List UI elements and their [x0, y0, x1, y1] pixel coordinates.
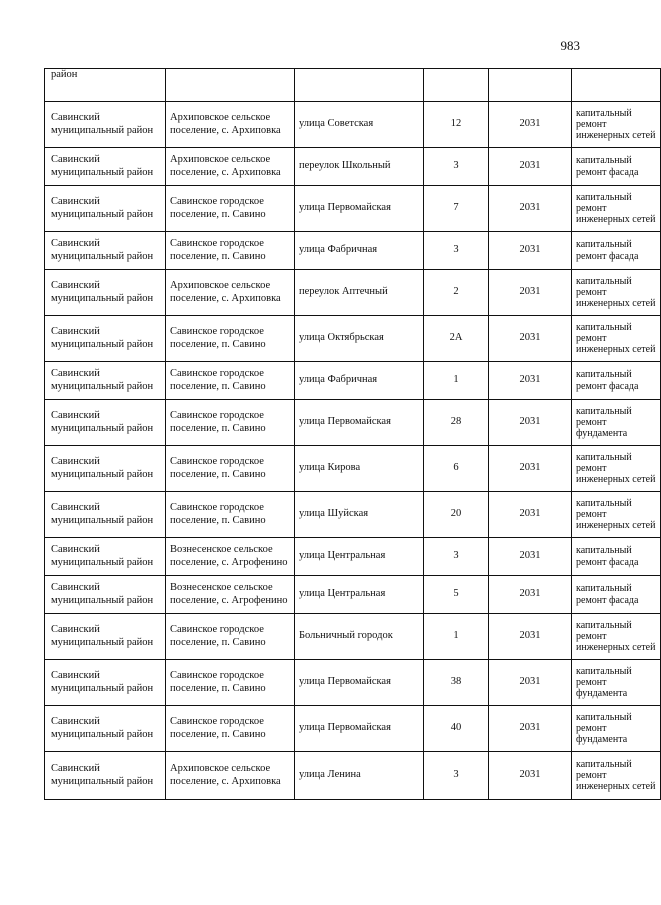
street-cell: переулок Аптечный: [295, 270, 424, 316]
year-cell: 2031: [489, 614, 572, 660]
house-number-cell: 3: [424, 752, 489, 800]
house-number-cell: 1: [424, 614, 489, 660]
street-cell: улица Первомайская: [295, 706, 424, 752]
settlement-cell: Вознесенское сельское поселение, с. Агрофенино: [166, 538, 295, 576]
table-row: [45, 102, 661, 148]
house-number-cell: 2А: [424, 316, 489, 362]
table-row: [45, 492, 661, 538]
settlement-cell: Савинское городское поселение, п. Савино: [166, 706, 295, 752]
settlement-cell: [166, 69, 295, 102]
settlement-cell: Савинское городское поселение, п. Савино: [166, 614, 295, 660]
year-cell: 2031: [489, 102, 572, 148]
district-cell: Савинский муниципальный район: [45, 232, 166, 270]
work-type-cell: капитальный ремонт фасада: [572, 362, 661, 400]
district-cell: Савинский муниципальный район: [45, 492, 166, 538]
year-cell: 2031: [489, 316, 572, 362]
year-cell: 2031: [489, 148, 572, 186]
table-row: [45, 576, 661, 614]
table-row: [45, 270, 661, 316]
year-cell: 2031: [489, 400, 572, 446]
table-row: [45, 186, 661, 232]
district-cell: Савинский муниципальный район: [45, 362, 166, 400]
settlement-cell: Савинское городское поселение, п. Савино: [166, 446, 295, 492]
district-cell: Савинский муниципальный район: [45, 186, 166, 232]
district-cell: Савинский муниципальный район: [45, 400, 166, 446]
street-cell: улица Шуйская: [295, 492, 424, 538]
year-cell: 2031: [489, 660, 572, 706]
street-cell: улица Первомайская: [295, 660, 424, 706]
work-type-cell: капитальный ремонт инженерных сетей: [572, 102, 661, 148]
house-number-cell: 3: [424, 148, 489, 186]
work-type-cell: капитальный ремонт инженерных сетей: [572, 316, 661, 362]
work-type-cell: [572, 69, 661, 102]
street-cell: улица Первомайская: [295, 186, 424, 232]
district-cell: Савинский муниципальный район: [45, 660, 166, 706]
street-cell: улица Первомайская: [295, 400, 424, 446]
settlement-cell: Архиповское сельское поселение, с. Архиповка: [166, 102, 295, 148]
repair-schedule-table: [44, 68, 661, 800]
street-cell: улица Центральная: [295, 576, 424, 614]
street-cell: улица Ленина: [295, 752, 424, 800]
house-number-cell: 6: [424, 446, 489, 492]
street-cell: улица Фабричная: [295, 232, 424, 270]
page-number: 983: [560, 38, 580, 53]
work-type-cell: капитальный ремонт инженерных сетей: [572, 186, 661, 232]
table-row: [45, 362, 661, 400]
work-type-cell: капитальный ремонт инженерных сетей: [572, 614, 661, 660]
street-cell: улица Кирова: [295, 446, 424, 492]
table-row: [45, 400, 661, 446]
table-body: [45, 69, 661, 800]
table-row: [45, 752, 661, 800]
year-cell: 2031: [489, 446, 572, 492]
house-number-cell: 3: [424, 232, 489, 270]
year-cell: 2031: [489, 752, 572, 800]
work-type-cell: капитальный ремонт инженерных сетей: [572, 752, 661, 800]
settlement-cell: Вознесенское сельское поселение, с. Агрофенино: [166, 576, 295, 614]
work-type-cell: капитальный ремонт фасада: [572, 576, 661, 614]
street-cell: улица Советская: [295, 102, 424, 148]
work-type-cell: капитальный ремонт фасада: [572, 538, 661, 576]
settlement-cell: Савинское городское поселение, п. Савино: [166, 316, 295, 362]
settlement-cell: Савинское городское поселение, п. Савино: [166, 400, 295, 446]
settlement-cell: Архиповское сельское поселение, с. Архиповка: [166, 270, 295, 316]
table-row: [45, 446, 661, 492]
table-row: [45, 316, 661, 362]
year-cell: 2031: [489, 538, 572, 576]
table-row: [45, 706, 661, 752]
year-cell: 2031: [489, 232, 572, 270]
work-type-cell: капитальный ремонт фасада: [572, 232, 661, 270]
work-type-cell: капитальный ремонт фундамента: [572, 706, 661, 752]
work-type-cell: капитальный ремонт инженерных сетей: [572, 492, 661, 538]
district-cell: Савинский муниципальный район: [45, 706, 166, 752]
district-cell: Савинский муниципальный район: [45, 316, 166, 362]
settlement-cell: Савинское городское поселение, п. Савино: [166, 492, 295, 538]
house-number-cell: 40: [424, 706, 489, 752]
settlement-cell: Савинское городское поселение, п. Савино: [166, 660, 295, 706]
year-cell: 2031: [489, 576, 572, 614]
year-cell: 2031: [489, 186, 572, 232]
work-type-cell: капитальный ремонт фундамента: [572, 660, 661, 706]
year-cell: 2031: [489, 362, 572, 400]
street-cell: [295, 69, 424, 102]
house-number-cell: 38: [424, 660, 489, 706]
street-cell: Больничный городок: [295, 614, 424, 660]
work-type-cell: капитальный ремонт инженерных сетей: [572, 270, 661, 316]
district-cell: Савинский муниципальный район: [45, 446, 166, 492]
work-type-cell: капитальный ремонт инженерных сетей: [572, 446, 661, 492]
district-cell: Савинский муниципальный район: [45, 102, 166, 148]
house-number-cell: 28: [424, 400, 489, 446]
district-cell: Савинский муниципальный район: [45, 576, 166, 614]
table-row: [45, 148, 661, 186]
district-cell: Савинский муниципальный район: [45, 270, 166, 316]
house-number-cell: 12: [424, 102, 489, 148]
settlement-cell: Архиповское сельское поселение, с. Архиповка: [166, 752, 295, 800]
district-cell: Савинский муниципальный район: [45, 614, 166, 660]
house-number-cell: 2: [424, 270, 489, 316]
settlement-cell: Архиповское сельское поселение, с. Архиповка: [166, 148, 295, 186]
district-cell: Савинский муниципальный район: [45, 538, 166, 576]
table-row: [45, 232, 661, 270]
district-cell: район: [45, 69, 166, 102]
year-cell: [489, 69, 572, 102]
year-cell: 2031: [489, 706, 572, 752]
table-row: [45, 614, 661, 660]
district-cell: Савинский муниципальный район: [45, 148, 166, 186]
street-cell: переулок Школьный: [295, 148, 424, 186]
table-row: [45, 538, 661, 576]
district-cell: Савинский муниципальный район: [45, 752, 166, 800]
continued-row: [45, 69, 661, 102]
house-number-cell: 1: [424, 362, 489, 400]
settlement-cell: Савинское городское поселение, п. Савино: [166, 232, 295, 270]
year-cell: 2031: [489, 270, 572, 316]
street-cell: улица Фабричная: [295, 362, 424, 400]
house-number-cell: 7: [424, 186, 489, 232]
work-type-cell: капитальный ремонт фасада: [572, 148, 661, 186]
settlement-cell: Савинское городское поселение, п. Савино: [166, 362, 295, 400]
house-number-cell: 3: [424, 538, 489, 576]
year-cell: 2031: [489, 492, 572, 538]
house-number-cell: 20: [424, 492, 489, 538]
work-type-cell: капитальный ремонт фундамента: [572, 400, 661, 446]
settlement-cell: Савинское городское поселение, п. Савино: [166, 186, 295, 232]
street-cell: улица Центральная: [295, 538, 424, 576]
house-number-cell: [424, 69, 489, 102]
street-cell: улица Октябрьская: [295, 316, 424, 362]
table-row: [45, 660, 661, 706]
house-number-cell: 5: [424, 576, 489, 614]
